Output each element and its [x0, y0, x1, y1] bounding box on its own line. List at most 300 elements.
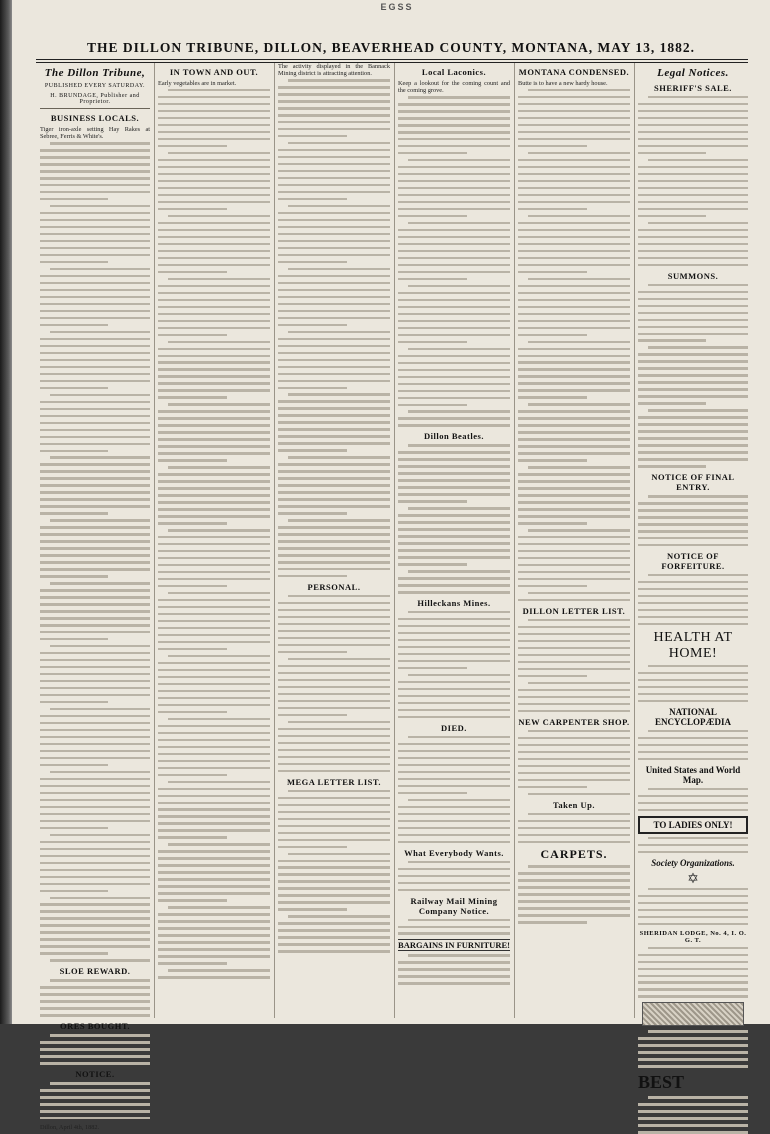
text-line — [518, 327, 630, 329]
text-line — [638, 326, 748, 328]
text-line — [40, 310, 150, 312]
text-line — [278, 121, 390, 123]
text-line — [398, 264, 510, 266]
text-line — [638, 802, 748, 804]
text-line — [158, 836, 227, 838]
body-text — [394, 954, 514, 984]
text-line — [638, 264, 748, 266]
text-line — [40, 303, 150, 305]
text-line — [50, 771, 150, 773]
text-line — [158, 229, 270, 231]
text-line — [408, 736, 510, 738]
text-line — [648, 96, 748, 98]
text-line — [398, 145, 510, 147]
text-line — [518, 578, 630, 580]
text-line — [518, 173, 630, 175]
text-line — [398, 968, 510, 970]
section-heading: Local Laconics. — [421, 67, 487, 77]
body-text — [634, 284, 752, 468]
body-text — [634, 730, 752, 760]
section-heading: DIED. — [441, 722, 467, 733]
text-line — [398, 424, 510, 426]
body-text — [36, 1082, 154, 1119]
society-organizations-heading: Society Organizations. — [651, 857, 735, 868]
text-line — [408, 285, 510, 287]
text-line — [398, 926, 510, 928]
text-line — [528, 730, 630, 732]
column-6 — [634, 63, 752, 1093]
text-line — [518, 654, 630, 656]
text-line — [398, 549, 510, 551]
text-line — [398, 376, 510, 378]
text-line — [518, 424, 630, 426]
text-line — [638, 795, 748, 797]
text-line — [40, 170, 150, 172]
text-line — [278, 289, 390, 291]
column-3 — [274, 63, 395, 1018]
text-line — [40, 561, 150, 563]
text-line — [278, 672, 390, 674]
text-line — [648, 1030, 748, 1032]
text-line — [408, 611, 510, 613]
text-line — [638, 968, 748, 970]
text-line — [518, 285, 630, 287]
text-line — [40, 799, 150, 801]
text-line — [398, 584, 510, 586]
text-line — [278, 630, 390, 632]
text-line — [398, 201, 510, 203]
text-line — [518, 515, 630, 517]
text-line — [158, 271, 227, 273]
text-line — [398, 103, 510, 105]
text-line — [518, 382, 630, 384]
text-line — [518, 626, 630, 628]
text-line — [158, 124, 270, 126]
text-line — [158, 313, 270, 315]
text-line — [278, 477, 390, 479]
text-line — [278, 825, 390, 827]
text-line — [40, 387, 108, 389]
text-line — [398, 417, 510, 419]
body-text — [394, 96, 514, 427]
letter-list — [274, 790, 394, 953]
text-line — [40, 554, 150, 556]
text-line — [158, 578, 270, 580]
text-line — [638, 243, 748, 245]
text-line — [638, 430, 748, 432]
columns — [36, 63, 752, 1132]
text-line — [40, 938, 150, 940]
body-text — [274, 595, 394, 772]
text-line — [158, 375, 270, 377]
body-text — [634, 96, 752, 266]
lodge-heading: SHERIDAN LODGE, No. 4, I. O. G. T. — [639, 929, 747, 944]
text-line — [518, 208, 587, 210]
text-line — [40, 813, 150, 815]
text-line — [528, 813, 630, 815]
text-line — [278, 887, 390, 889]
text-line — [398, 397, 510, 399]
text-line — [398, 535, 510, 537]
text-line — [638, 581, 748, 583]
text-line — [408, 570, 510, 572]
body-text — [634, 665, 752, 702]
masthead: THE DILLON TRIBUNE, DILLON, BEAVERHEAD COUNTY, MONTANA, MAY 13, 1882. — [87, 40, 695, 55]
text-line — [40, 575, 108, 577]
text-line — [158, 599, 270, 601]
text-line — [278, 338, 390, 340]
section-heading: SHERIFF'S SALE. — [654, 83, 732, 93]
text-line — [518, 361, 630, 363]
text-line — [40, 652, 150, 654]
text-line — [40, 366, 150, 368]
text-line — [158, 96, 270, 98]
text-line — [278, 616, 390, 618]
text-line — [398, 299, 510, 301]
text-line — [278, 832, 390, 834]
text-line — [518, 180, 630, 182]
text-line — [518, 250, 630, 252]
text-line — [158, 368, 270, 370]
text-line — [158, 543, 270, 545]
lead-paragraph: Early vegetables are in market. — [158, 80, 237, 87]
text-line — [638, 180, 748, 182]
text-line — [40, 883, 150, 885]
text-line — [278, 818, 390, 820]
text-line — [638, 458, 748, 460]
body-text — [634, 1096, 752, 1133]
text-line — [50, 1034, 150, 1036]
text-line — [398, 257, 510, 259]
text-line — [648, 730, 748, 732]
text-line — [398, 458, 510, 460]
text-line — [278, 707, 390, 709]
text-line — [278, 950, 390, 952]
text-line — [278, 282, 390, 284]
section-heading: DILLON LETTER LIST. — [522, 605, 626, 616]
text-line — [278, 679, 390, 681]
text-line — [638, 339, 706, 341]
body-text — [36, 142, 154, 962]
text-line — [158, 913, 270, 915]
text-line — [168, 466, 270, 468]
text-line — [518, 744, 630, 746]
text-line — [158, 885, 270, 887]
text-line — [518, 410, 630, 412]
text-line — [158, 459, 227, 461]
text-line — [278, 561, 390, 563]
masonic-emblem-icon: ✡ — [687, 871, 699, 887]
text-line — [40, 785, 150, 787]
text-line — [278, 526, 390, 528]
text-line — [648, 346, 748, 348]
text-line — [518, 445, 630, 447]
text-line — [278, 254, 390, 256]
text-line — [398, 834, 510, 836]
text-line — [518, 765, 630, 767]
text-line — [518, 703, 630, 705]
text-line — [638, 954, 748, 956]
text-line — [40, 526, 150, 528]
text-line — [40, 289, 150, 291]
text-line — [158, 753, 270, 755]
text-line — [638, 1110, 748, 1112]
text-line — [398, 975, 510, 977]
text-line — [638, 1103, 748, 1105]
text-line — [40, 715, 150, 717]
text-line — [518, 131, 630, 133]
text-line — [278, 936, 390, 938]
text-line — [528, 529, 630, 531]
text-line — [518, 389, 630, 391]
text-line — [638, 117, 748, 119]
text-line — [40, 869, 150, 871]
text-line — [158, 292, 270, 294]
text-line — [398, 681, 510, 683]
text-line — [158, 690, 270, 692]
text-line — [40, 1014, 150, 1016]
text-line — [398, 271, 510, 273]
text-line — [638, 623, 748, 625]
text-line — [158, 480, 270, 482]
text-line — [518, 751, 630, 753]
text-line — [50, 834, 150, 836]
text-line — [40, 380, 150, 382]
text-line — [278, 219, 390, 221]
text-line — [278, 191, 390, 193]
text-line — [518, 431, 630, 433]
text-line — [50, 1082, 150, 1084]
text-line — [408, 444, 510, 446]
text-line — [638, 416, 748, 418]
text-line — [278, 128, 390, 130]
text-line — [288, 268, 390, 270]
text-line — [158, 117, 270, 119]
text-line — [158, 320, 270, 322]
text-line — [398, 355, 510, 357]
health-ad-banner: HEALTH AT HOME! — [653, 629, 733, 661]
text-line — [518, 222, 630, 224]
text-line — [398, 236, 510, 238]
text-line — [278, 261, 347, 263]
text-line — [518, 110, 630, 112]
text-line — [40, 247, 150, 249]
section-heading: Railway Mail Mining Company Notice. — [410, 895, 498, 916]
text-line — [408, 507, 510, 509]
text-line — [518, 900, 630, 902]
text-line — [398, 889, 510, 891]
text-line — [40, 429, 150, 431]
text-line — [518, 487, 630, 489]
text-line — [278, 275, 390, 277]
text-line — [158, 222, 270, 224]
text-line — [158, 822, 270, 824]
text-line — [288, 456, 390, 458]
text-line — [518, 355, 630, 357]
section-heading: BUSINESS LOCALS. — [50, 113, 140, 123]
section-heading: SLOE REWARD. — [59, 966, 131, 977]
text-line — [278, 114, 390, 116]
text-line — [398, 521, 510, 523]
text-line — [278, 880, 390, 882]
text-line — [518, 557, 630, 559]
text-line — [638, 124, 748, 126]
text-line — [40, 743, 150, 745]
text-line — [278, 198, 347, 200]
text-line — [40, 317, 150, 319]
text-line — [278, 442, 390, 444]
text-line — [40, 1089, 150, 1091]
text-line — [40, 1041, 150, 1043]
text-line — [638, 851, 748, 853]
text-line — [40, 890, 108, 892]
text-line — [638, 975, 748, 977]
text-line — [638, 530, 748, 532]
text-line — [518, 872, 630, 874]
text-line — [408, 348, 510, 350]
text-line — [518, 647, 630, 649]
text-line — [518, 187, 630, 189]
paper-title: The Dillon Tribune, — [44, 67, 146, 79]
text-line — [158, 131, 270, 133]
text-line — [40, 345, 150, 347]
text-line — [50, 897, 150, 899]
text-line — [50, 959, 150, 961]
text-line — [158, 522, 227, 524]
text-line — [158, 941, 270, 943]
text-line — [158, 250, 270, 252]
text-line — [158, 194, 270, 196]
text-line — [638, 981, 748, 983]
text-line — [278, 700, 390, 702]
text-line — [528, 466, 630, 468]
text-line — [518, 921, 587, 923]
text-line — [638, 110, 748, 112]
text-line — [278, 943, 390, 945]
text-line — [40, 792, 150, 794]
text-line — [40, 408, 150, 410]
page-binding-edge — [0, 0, 12, 1024]
text-line — [40, 931, 150, 933]
text-line — [398, 827, 510, 829]
text-line — [158, 438, 270, 440]
text-line — [518, 438, 630, 440]
text-line — [398, 542, 510, 544]
text-line — [398, 932, 510, 934]
text-line — [158, 236, 270, 238]
text-line — [278, 177, 390, 179]
text-line — [278, 449, 347, 451]
text-line — [40, 463, 150, 465]
text-line — [518, 375, 630, 377]
text-line — [40, 240, 150, 242]
text-line — [40, 952, 108, 954]
lead-paragraph: Keep a lookout for the coming count and the coming grove. — [398, 80, 510, 95]
furniture-ad-banner: BARGAINS IN FURNITURE! — [398, 940, 510, 951]
text-line — [408, 919, 510, 921]
text-line — [40, 359, 150, 361]
text-line — [638, 672, 748, 674]
text-line — [168, 278, 270, 280]
text-line — [398, 702, 510, 704]
text-line — [278, 226, 390, 228]
text-line — [158, 585, 227, 587]
text-line — [518, 886, 630, 888]
text-line — [398, 632, 510, 634]
text-line — [40, 491, 150, 493]
text-line — [398, 152, 467, 154]
text-line — [638, 1058, 748, 1060]
section-heading: NOTICE OF FORFEITURE. — [661, 551, 725, 572]
text-line — [278, 908, 347, 910]
text-line — [528, 793, 630, 795]
text-line — [518, 571, 630, 573]
text-line — [518, 264, 630, 266]
text-line — [158, 473, 270, 475]
text-line — [638, 1065, 748, 1067]
text-line — [528, 592, 630, 594]
text-line — [528, 619, 630, 621]
text-line — [40, 1055, 150, 1057]
text-line — [158, 788, 270, 790]
text-line — [40, 1062, 150, 1064]
text-line — [40, 806, 150, 808]
text-line — [518, 599, 630, 601]
text-line — [158, 634, 270, 636]
text-line — [288, 595, 390, 597]
text-line — [398, 660, 510, 662]
text-line — [518, 480, 630, 482]
text-line — [638, 215, 706, 217]
section-heading: Dillon Beatles. — [424, 431, 484, 442]
text-line — [278, 860, 390, 862]
text-line — [158, 173, 270, 175]
text-line — [50, 205, 150, 207]
text-line — [40, 617, 150, 619]
text-line — [638, 166, 748, 168]
text-line — [638, 402, 706, 404]
text-line — [398, 229, 510, 231]
text-line — [648, 1096, 748, 1098]
text-line — [398, 577, 510, 579]
text-line — [40, 876, 150, 878]
text-line — [518, 893, 630, 895]
text-line — [638, 516, 748, 518]
text-line — [398, 556, 510, 558]
text-line — [278, 345, 390, 347]
text-line — [168, 718, 270, 720]
text-line — [638, 523, 748, 525]
text-line — [158, 445, 270, 447]
text-line — [398, 208, 510, 210]
text-line — [518, 320, 630, 322]
text-line — [398, 383, 510, 385]
text-line — [398, 639, 510, 641]
text-line — [638, 844, 748, 846]
text-line — [288, 393, 390, 395]
text-line — [398, 451, 510, 453]
text-line — [278, 317, 390, 319]
body-text — [394, 861, 514, 891]
column-1 — [36, 63, 155, 1132]
text-line — [158, 515, 270, 517]
encyclopaedia-ad-banner: NATIONAL ENCYCLOPÆDIA — [654, 706, 731, 727]
text-line — [288, 915, 390, 917]
text-line — [158, 536, 270, 538]
text-line — [40, 149, 150, 151]
text-line — [408, 861, 510, 863]
text-line — [158, 487, 270, 489]
